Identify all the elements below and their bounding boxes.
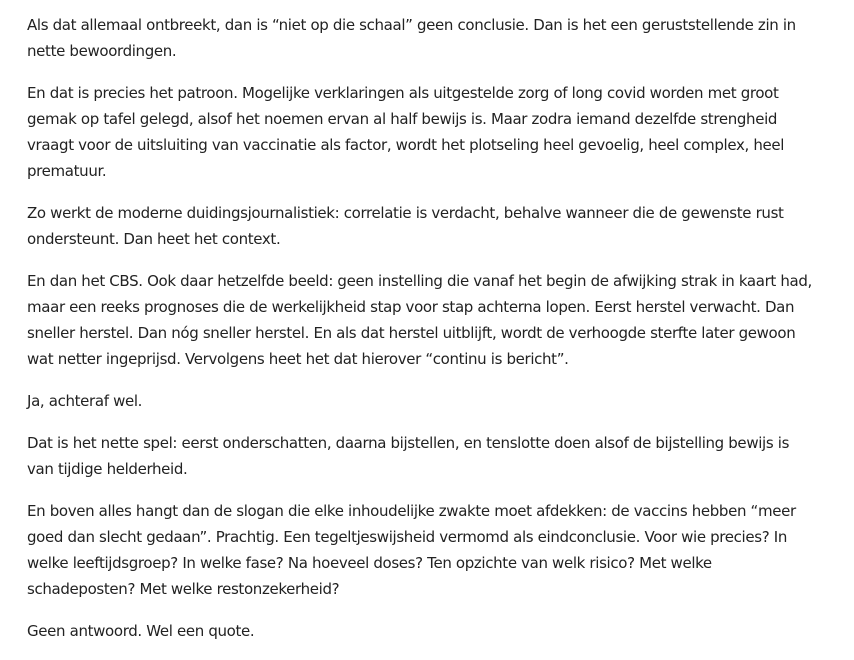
article-body — [27, 12, 817, 660]
paragraph: En boven alles hangt dan de slogan die elke inhoudelijke zwakte moet afdekken: de vaccins hebben “meer goed dan slecht gedaan”. Prachtig. Een tegeltjeswijsheid vermomd als eindconclusie. Voor wie precies? In welke leeftijdsgroep? In welke fase? Na hoeveel doses? Ten opzichte van welk risico? Met welke schadeposten? Met welke restonzekerheid? — [27, 502, 796, 598]
paragraph: Dat is het nette spel: eerst onderschatten, daarna bijstellen, en tenslotte doen alsof de bijstelling bewijs is van tijdige helderheid. — [27, 434, 790, 478]
paragraph: Zo werkt de moderne duidingsjournalistiek: correlatie is verdacht, behalve wanneer die de gewenste rust ondersteunt. Dan heet het context. — [27, 204, 784, 248]
paragraph: Ja, achteraf wel. — [27, 392, 143, 410]
paragraph: Geen antwoord. Wel een quote. — [27, 622, 255, 640]
paragraph: En dat is precies het patroon. Mogelijke verklaringen als uitgestelde zorg of long covid worden met groot gemak op tafel gelegd, alsof het noemen ervan al half bewijs is. Maar zodra iemand dezelfde strengheid vraagt voor de uitsluiting van vaccinatie als factor, wordt het plotseling heel gevoelig, heel complex, heel prematuur. — [27, 84, 785, 180]
paragraph: En dan het CBS. Ook daar hetzelfde beeld: geen instelling die vanaf het begin de afwijking strak in kaart had, maar een reeks prognoses die de werkelijkheid stap voor stap achterna lopen. Eerst herstel verwacht. Dan sneller herstel. Dan nóg sneller herstel. En als dat herstel uitblijft, wordt de verhoogde sterfte later gewoon wat netter ingeprijsd. Vervolgens heet het dat hierover “continu is bericht”. — [27, 272, 812, 368]
paragraph: Als dat allemaal ontbreekt, dan is “niet op die schaal” geen conclusie. Dan is het een geruststellende zin in nette bewoordingen. — [27, 16, 796, 60]
